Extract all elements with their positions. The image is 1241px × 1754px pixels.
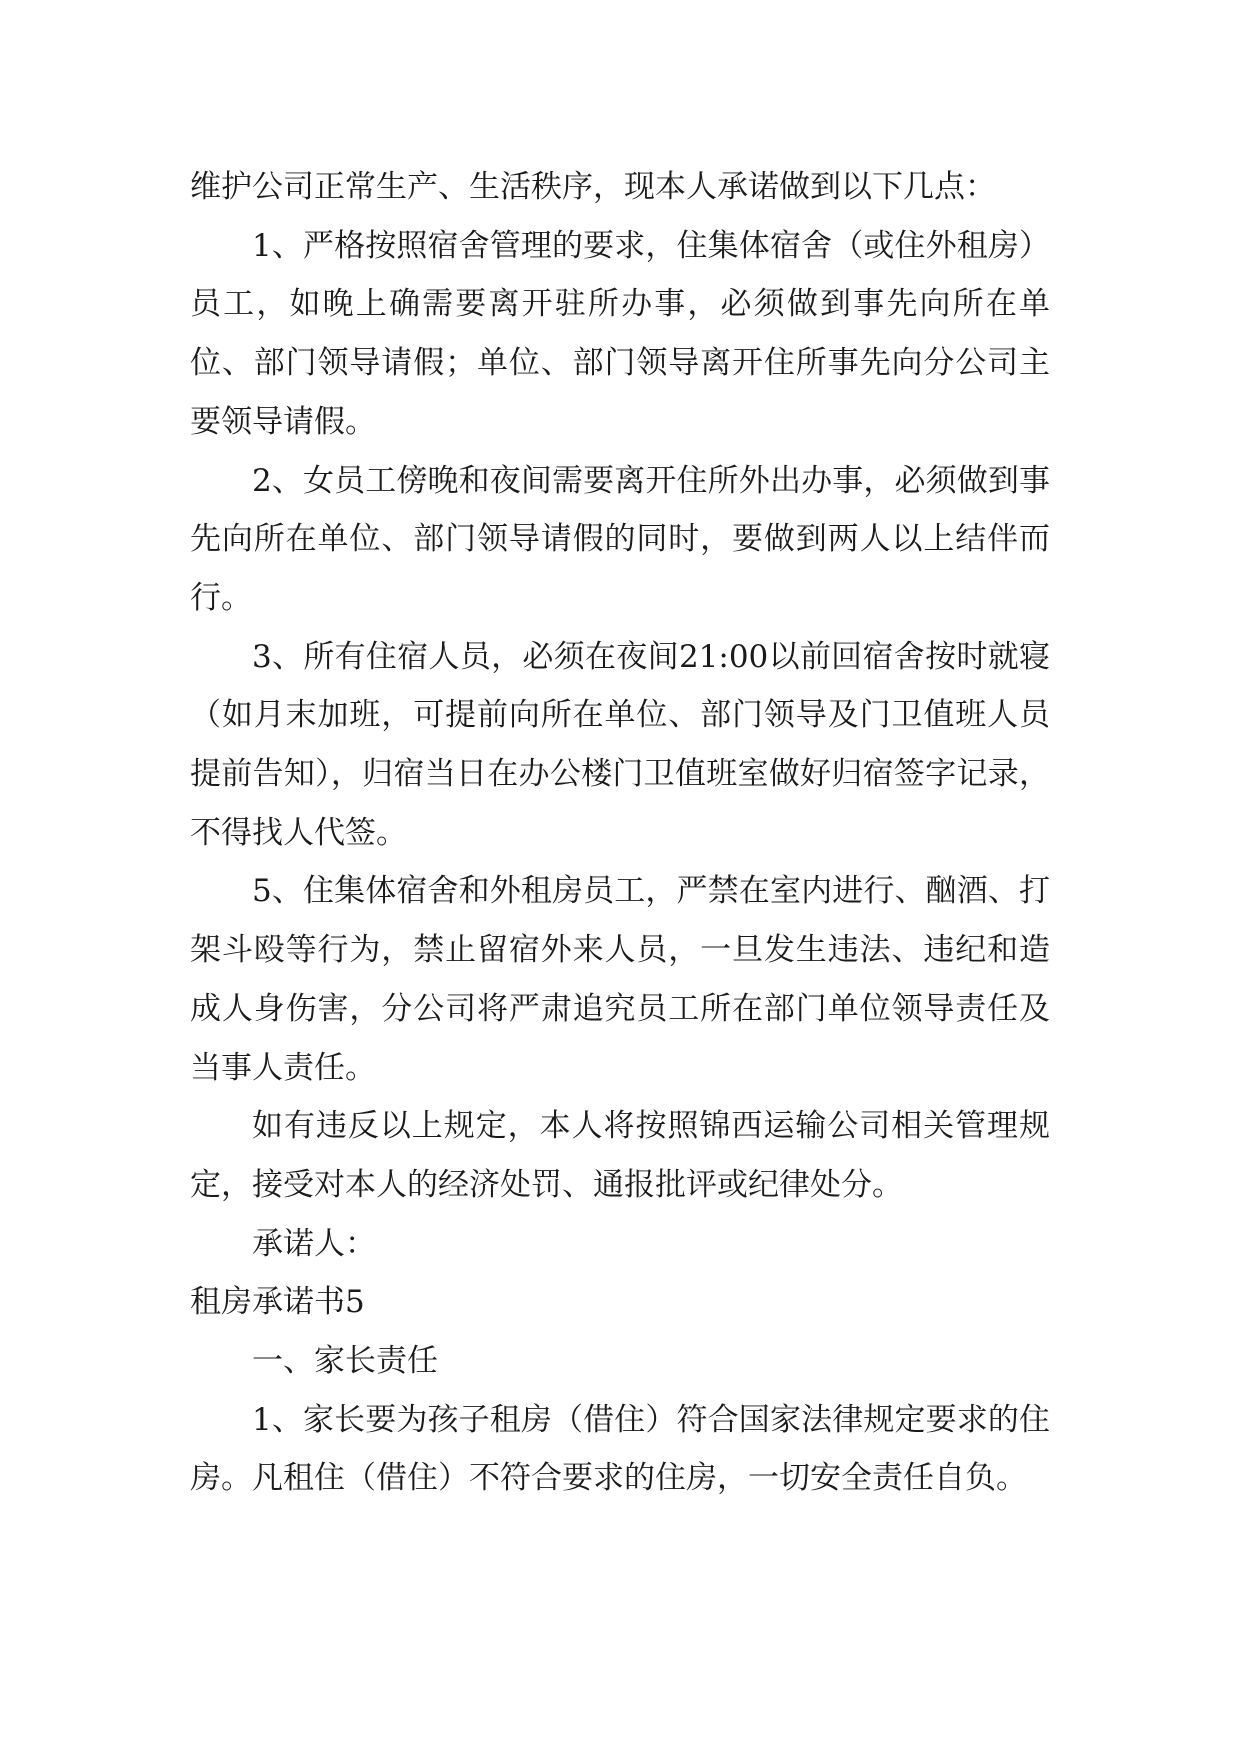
section-title: 租房承诺书5 <box>190 1284 365 1321</box>
paragraph-item-3: 3、所有住宿人员，必须在夜间21:00以前回宿舍按时就寝（如月末加班，可提前向所在单位、部门领导及门卫值班人员提前告知），归宿当日在办公楼门卫值班室做好归宿签字记录，不得找人代签。 <box>190 638 1050 851</box>
paragraph-item-5: 5、住集体宿舍和外租房员工，严禁在室内进行、酗酒、打架斗殴等行为，禁止留宿外来人员，一旦发生违法、违纪和造成人身伤害，分公司将严肃追究员工所在部门单位领导责任及当事人责任。 <box>190 873 1050 1086</box>
document-body <box>190 158 1050 1508</box>
section-heading-parent-responsibility: 一、家长责任 <box>252 1343 438 1380</box>
paragraph-item-1: 1、严格按照宿舍管理的要求，住集体宿舍（或住外租房）员工，如晚上确需要离开驻所办事，必须做到事先向所在单位、部门领导请假；单位、部门领导离开住所事先向分公司主要领导请假。 <box>190 227 1050 440</box>
signature-label: 承诺人： <box>252 1225 376 1262</box>
paragraph-item-2: 2、女员工傍晚和夜间需要离开住所外出办事，必须做到事先向所在单位、部门领导请假的同时，要做到两人以上结伴而行。 <box>190 462 1050 616</box>
paragraph-intro: 维护公司正常生产、生活秩序，现本人承诺做到以下几点： <box>190 169 996 205</box>
paragraph-parent-item-1: 1、家长要为孩子租房（借住）符合国家法律规定要求的住房。凡租住（借住）不符合要求的住房，一切安全责任自负。 <box>190 1401 1050 1497</box>
paragraph-violation-clause: 如有违反以上规定，本人将按照锦西运输公司相关管理规定，接受对本人的经济处罚、通报批评或纪律处分。 <box>190 1108 1050 1203</box>
